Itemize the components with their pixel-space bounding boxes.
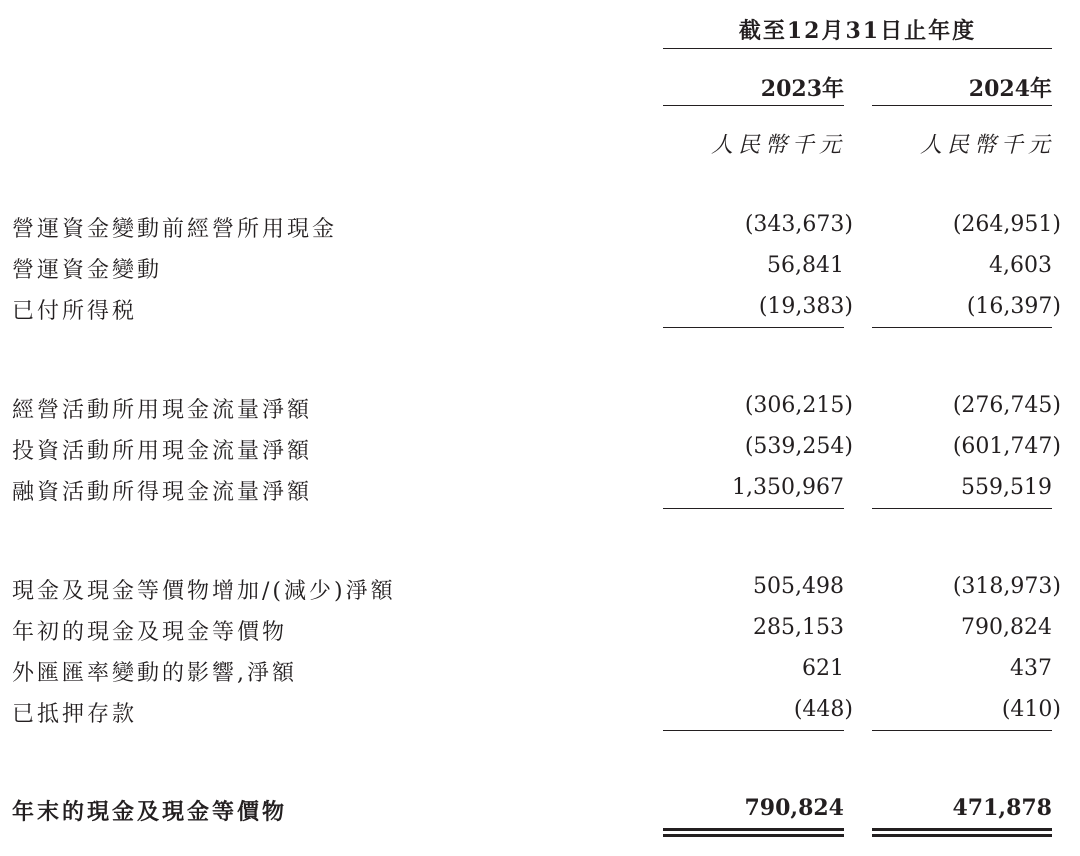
- period-underline: [663, 48, 1052, 49]
- row-label: 年初的現金及現金等價物: [12, 620, 288, 645]
- subtotal-rule-2024: [872, 730, 1052, 731]
- value-2024: 790,824: [961, 615, 1052, 640]
- value-2023: (19,383): [758, 294, 853, 319]
- value-2023: (448): [793, 697, 853, 722]
- year-underline-2024: [872, 105, 1052, 106]
- row-label: 營運資金變動: [12, 258, 163, 283]
- year-header-2023: 2023年: [760, 76, 844, 102]
- value-2024: 559,519: [961, 475, 1052, 500]
- row-label: 已抵押存款: [12, 702, 138, 727]
- value-2023: (343,673): [744, 212, 853, 237]
- period-header: 截至12月31日止年度: [738, 18, 977, 44]
- year-underline-2023: [663, 105, 844, 106]
- value-2024: (601,747): [952, 434, 1061, 459]
- total-row-label: 年末的現金及現金等價物: [12, 799, 288, 825]
- row-label: 經營活動所用現金流量淨額: [12, 398, 313, 423]
- value-2023: 505,498: [753, 574, 844, 599]
- total-value-2024: 471,878: [952, 795, 1052, 821]
- value-2024: (276,745): [952, 393, 1061, 418]
- row-label: 外匯匯率變動的影響,淨額: [12, 661, 297, 686]
- value-2023: 621: [802, 656, 844, 681]
- subtotal-rule-2024: [872, 508, 1052, 509]
- value-2024: 4,603: [989, 253, 1052, 278]
- row-label: 現金及現金等價物增加/(減少)淨額: [12, 579, 396, 604]
- row-label: 營運資金變動前經營所用現金: [12, 217, 338, 242]
- row-label: 投資活動所用現金流量淨額: [12, 439, 313, 464]
- unit-label-2024: 人民幣千元: [919, 133, 1055, 158]
- value-2023: (306,215): [744, 393, 853, 418]
- value-2024: (16,397): [966, 294, 1061, 319]
- total-value-2023: 790,824: [744, 795, 844, 821]
- value-2023: 1,350,967: [732, 475, 844, 500]
- value-2023: 285,153: [753, 615, 844, 640]
- value-2023: (539,254): [744, 434, 853, 459]
- value-2024: 437: [1010, 656, 1052, 681]
- row-label: 已付所得税: [12, 299, 138, 324]
- subtotal-rule-2023: [663, 508, 844, 509]
- value-2024: (318,973): [952, 574, 1061, 599]
- value-2024: (410): [1001, 697, 1061, 722]
- unit-label-2023: 人民幣千元: [710, 133, 846, 158]
- value-2023: 56,841: [767, 253, 844, 278]
- subtotal-rule-2024: [872, 327, 1052, 328]
- total-double-rule-2023: [663, 828, 844, 837]
- total-double-rule-2024: [872, 828, 1052, 837]
- subtotal-rule-2023: [663, 327, 844, 328]
- value-2024: (264,951): [952, 212, 1061, 237]
- row-label: 融資活動所得現金流量淨額: [12, 480, 313, 505]
- subtotal-rule-2023: [663, 730, 844, 731]
- year-header-2024: 2024年: [968, 76, 1052, 102]
